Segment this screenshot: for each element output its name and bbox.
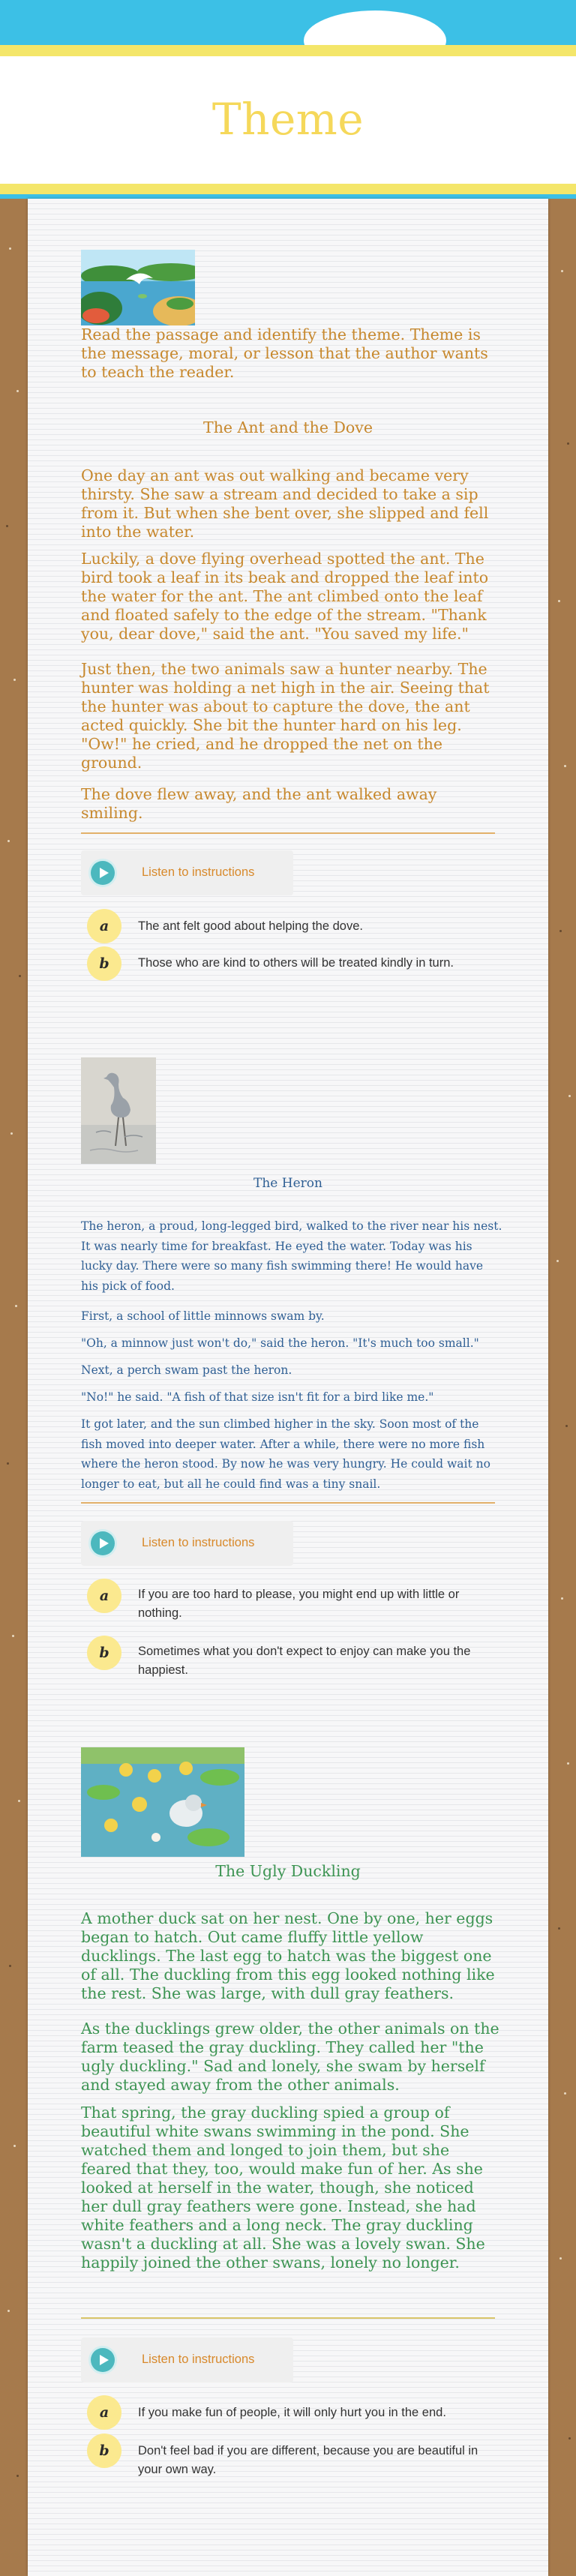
heron-paragraph-1: The heron, a proud, long-legged bird, walked to the river near his nest. It was nearly time for breakfast. He eyed the water. Today was his lucky day. There were so many fish swimming there! He would have his pick of food. [81,1219,502,1293]
play-icon [91,2348,115,2372]
option-a-badge[interactable]: a [87,909,122,943]
option-a-text: The ant felt good about helping the dove. [138,919,363,933]
duck-paragraph-2: As the ducklings grew older, the other animals on the farm teased the gray duckling. They called her "the ugly duckling." Sad and lonely, she swam by herself and stayed away from the other animals. [81,2020,500,2094]
heron-paragraph-5: "No!" he said. "A fish of that size isn't fit for a bird like me." [81,1390,434,1404]
listen-label: Listen to instructions [142,1536,255,1549]
duck-paragraph-1: A mother duck sat on her nest. One by one, her eggs began to hatch. Out came fluffy little yellow ducklings. The last egg to hatch was the biggest one of all. The duckling from this egg looked nothing like the rest. She was large, with dull gray feathers. [81,1909,495,2002]
heron-paragraph-2: First, a school of little minnows swam by. [81,1309,325,1323]
story-title-ant-dove: The Ant and the Dove [203,418,373,436]
header-stripe-bottom [0,184,576,194]
option-b-text: Sometimes what you don't expect to enjoy can make you the happiest. [138,1645,471,1677]
header [0,0,576,199]
ant-paragraph-1: One day an ant was out walking and became very thirsty. She saw a stream and decided to take a sip from it. But when she bent over, she slipped and fell into the water. [81,466,489,541]
header-stripe [0,45,576,56]
option-b-badge[interactable]: b [87,946,122,981]
duck-paragraph-3: That spring, the gray duckling spied a group of beautiful white swans swimming in the pond. She watched them and longed to join them, but she feared that they, too, would make fun of her. As she looked at herself in the water, though, she noticed her dull gray feathers were gone. Instead, she had white feathers and a long neck. The gray duckling wasn't a duckling at all. She was a lovely swan. She happily joined the other swans, lonely no longer. [81,2104,485,2272]
option-a-badge[interactable]: a [87,2395,122,2430]
listen-instructions-button[interactable] [81,2338,293,2383]
heron-paragraph-3: "Oh, a minnow just won't do," said the heron. "It's much too small." [81,1336,479,1350]
heron-paragraph-6: It got later, and the sun climbed higher in the sky. Soon most of the fish moved into deeper water. After a while, there were no more fish where the heron stood. By now he was very hungry. He could wait no longer to eat, but all he could find was a tiny snail. [81,1417,490,1491]
option-a-text: If you are too hard to please, you might end up with little or nothing. [138,1588,460,1620]
heron-illustration [81,1057,156,1164]
option-b-badge[interactable]: b [87,1636,122,1670]
option-b-text: Don't feel bad if you are different, because you are beautiful in your own way. [138,2444,478,2476]
listen-label: Listen to instructions [142,2353,255,2366]
listen-label: Listen to instructions [142,865,255,879]
ducklings-illustration [81,1747,244,1857]
listen-instructions-button[interactable] [81,850,293,895]
page-title: Theme [212,94,364,145]
story-title-ugly-duckling: The Ugly Duckling [215,1862,361,1880]
dove-stream-illustration [81,250,195,325]
listen-instructions-button[interactable] [81,1521,293,1566]
heron-paragraph-4: Next, a perch swam past the heron. [81,1363,292,1377]
cloud [304,10,446,45]
option-a-badge[interactable]: a [87,1579,122,1613]
sky-banner [0,0,576,45]
option-a-text: If you make fun of people, it will only hurt you in the end. [138,2406,446,2419]
play-icon [91,1531,115,1555]
ant-paragraph-2: Luckily, a dove flying overhead spotted the ant. The bird took a leaf in its beak and dropped the leaf into the water for the ant. The ant climbed onto the leaf and floated safely to the edge of the stream. "Thank you, dear dove," said the ant. "You saved my life." [81,550,489,643]
play-icon [91,861,115,885]
divider [81,832,495,834]
divider [81,2317,495,2319]
ant-paragraph-3: Just then, the two animals saw a hunter nearby. The hunter was holding a net high in the air. Seeing that the hunter was about to capture the dove, the ant acted quickly. She bit the hunter hard on his leg. "Ow!" he cried, and he dropped the net on the ground. [81,660,490,772]
option-b-text: Those who are kind to others will be treated kindly in turn. [138,956,454,970]
intro-text: Read the passage and identify the theme. Theme is the message, moral, or lesson that the author wants to teach the reader. [81,325,488,381]
story-title-heron: The Heron [254,1176,322,1191]
ant-paragraph-4: The dove flew away, and the ant walked away smiling. [81,785,437,822]
divider [81,1502,495,1504]
option-b-badge[interactable]: b [87,2434,122,2468]
